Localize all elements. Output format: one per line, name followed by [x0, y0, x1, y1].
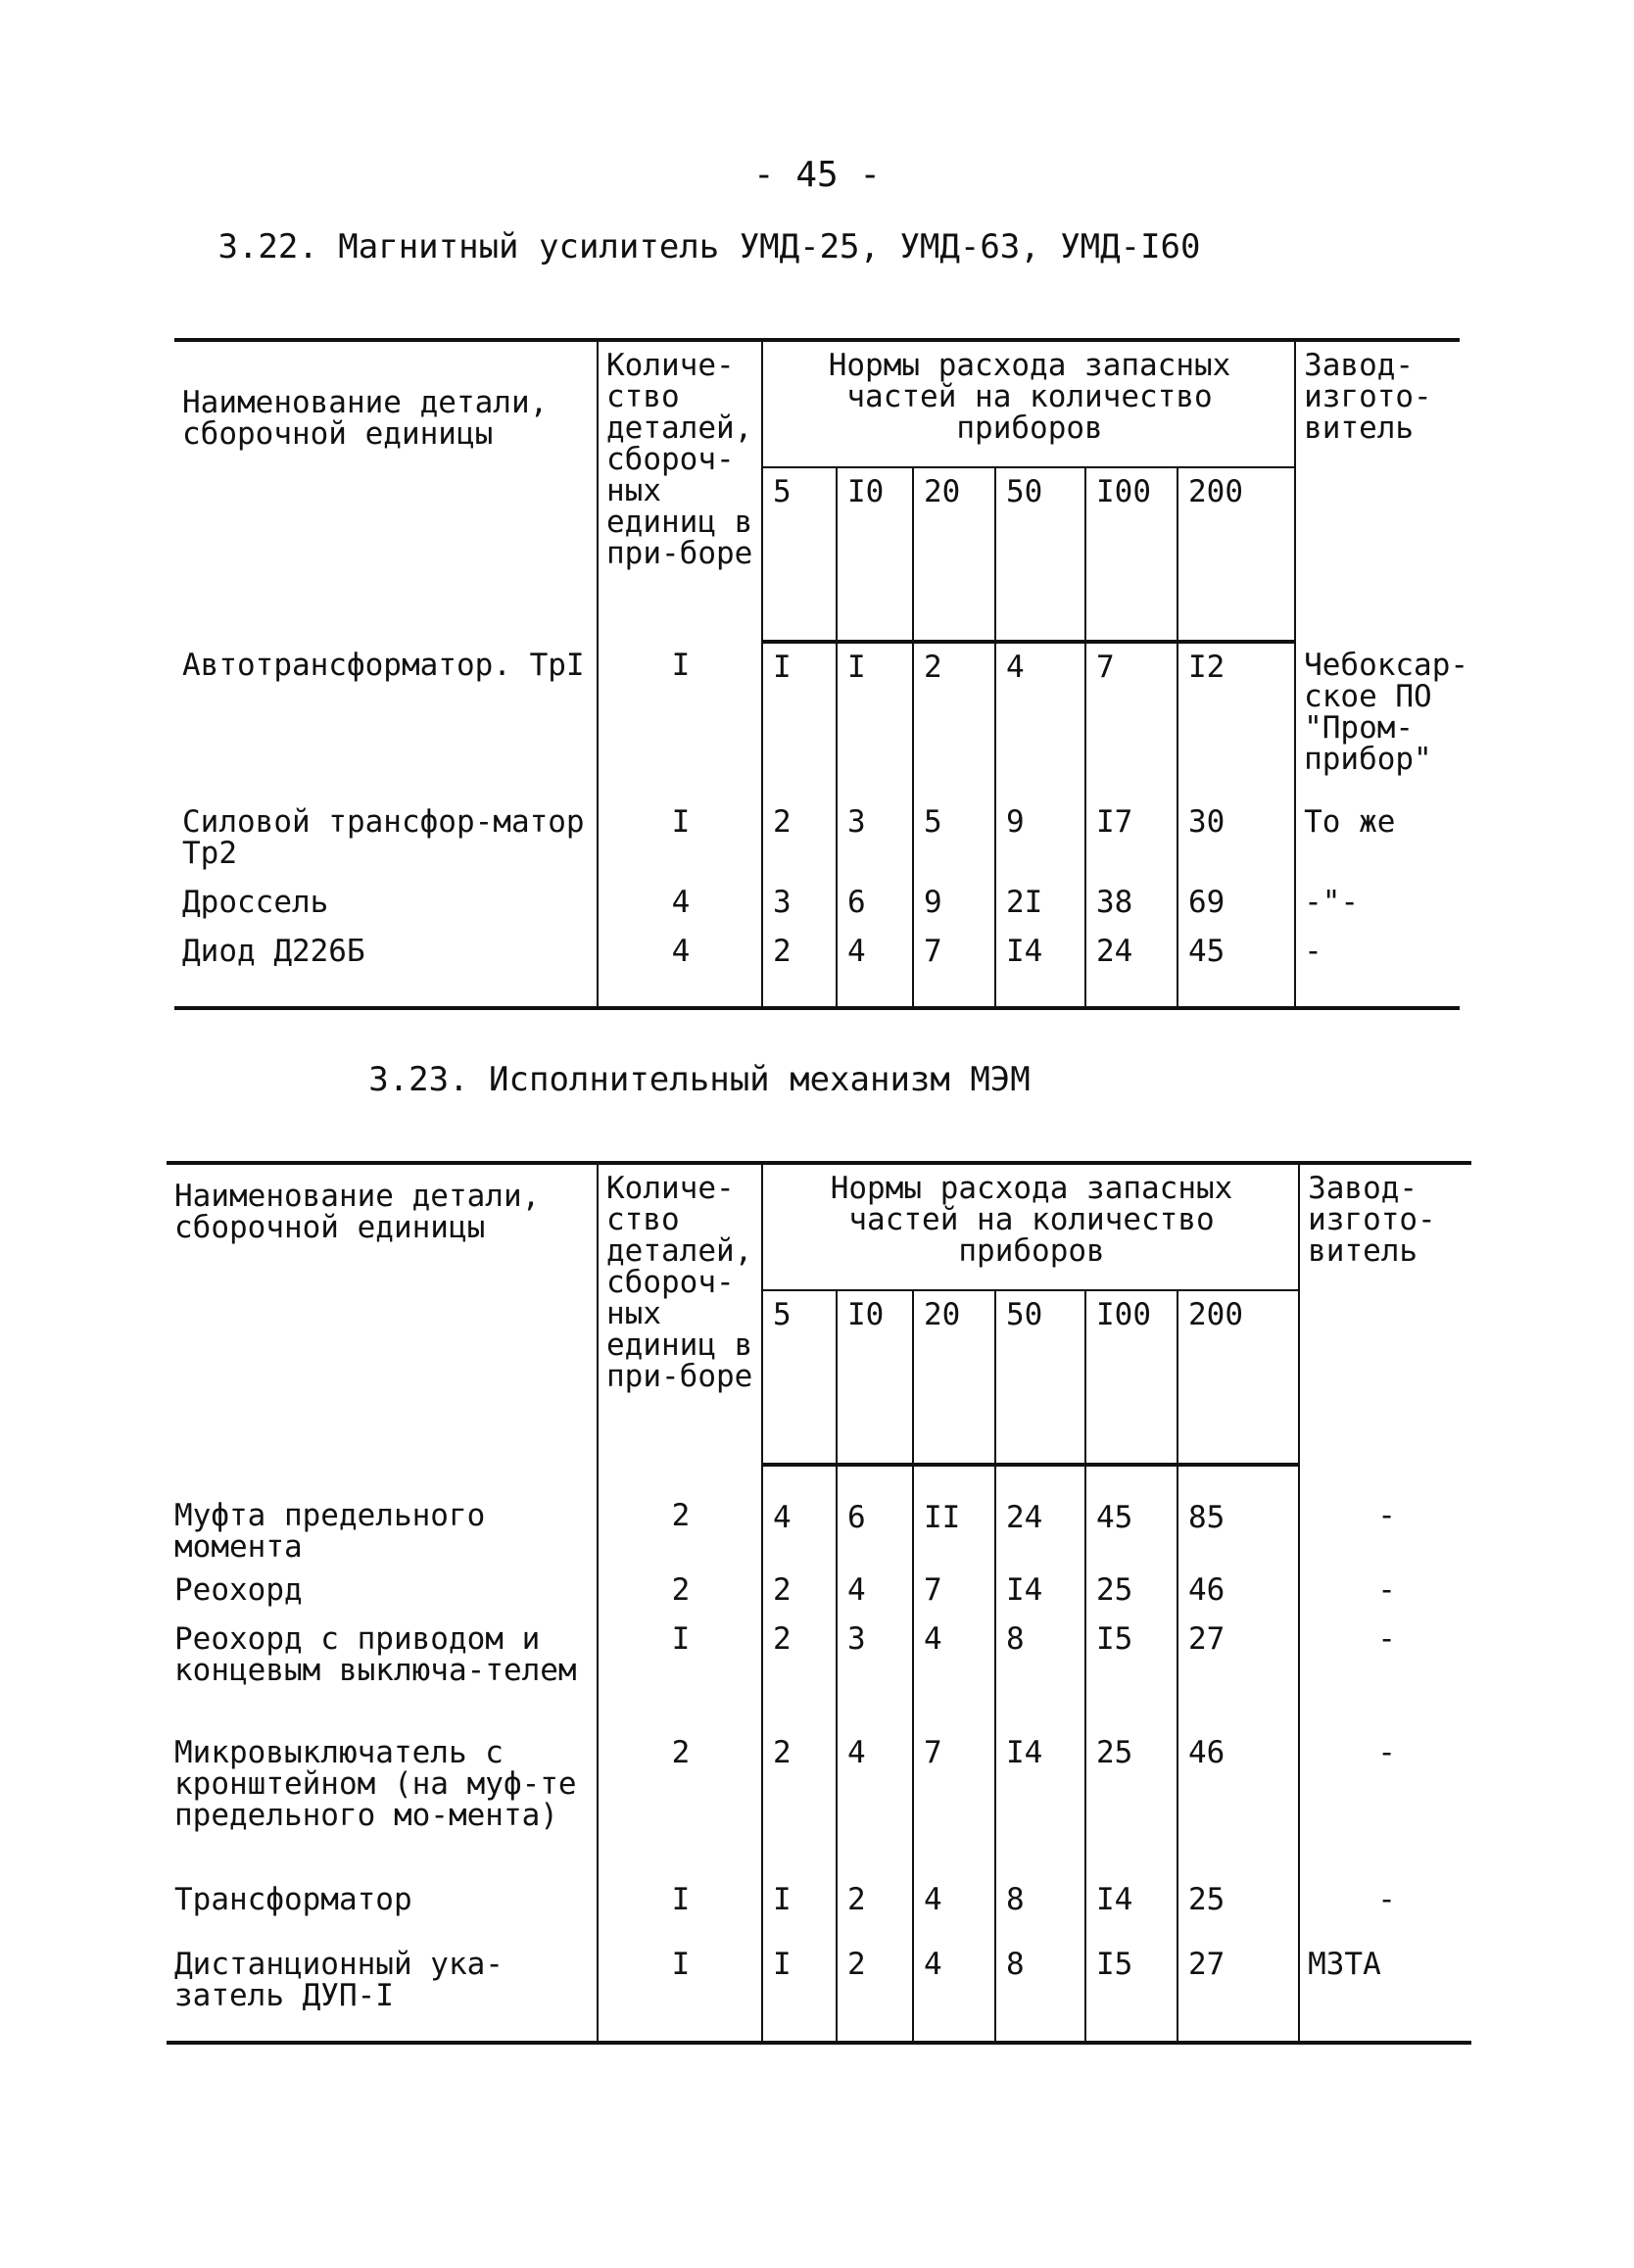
norm-value: 2: [913, 642, 995, 798]
manufacturer: -: [1299, 1876, 1471, 1941]
part-name: Микровыключатель с кронштейном (на муф-те предельного мо-мента): [174, 1735, 577, 1833]
norm-value: 3: [837, 798, 913, 879]
table-row: [167, 1941, 1471, 2043]
table-row: [167, 1876, 1471, 1941]
norm-value: 2: [837, 1876, 913, 1941]
norm-value: 2: [837, 1941, 913, 2043]
header-maker: Завод-изгото-витель: [1299, 1163, 1471, 1465]
norm-value: 2: [762, 1729, 837, 1876]
part-qty: 2: [598, 1567, 762, 1616]
norm-value: 7: [913, 1729, 995, 1876]
header-norms: Нормы расхода запасных частей на количество приборов: [762, 1163, 1299, 1290]
norm-value: 45: [1177, 928, 1295, 1008]
manufacturer: -: [1299, 1465, 1471, 1567]
norm-value: I: [762, 1876, 837, 1941]
part-name: Автотрансформатор. ТрI: [182, 648, 585, 683]
norm-value: 9: [913, 879, 995, 928]
header-col: I00: [1085, 467, 1177, 642]
norm-value: 4: [837, 1567, 913, 1616]
spare-parts-table-3-23: [167, 1161, 1471, 2045]
part-qty: I: [598, 1941, 762, 2043]
manufacturer: -: [1299, 1616, 1471, 1729]
norm-value: I2: [1177, 642, 1295, 798]
norm-value: 8: [995, 1941, 1085, 2043]
norm-value: 7: [913, 928, 995, 1008]
norm-value: 9: [995, 798, 1085, 879]
part-name: Муфта предельного момента: [174, 1498, 486, 1565]
norm-value: 25: [1177, 1876, 1299, 1941]
norm-value: I5: [1085, 1941, 1177, 2043]
header-col: 200: [1177, 467, 1295, 642]
part-qty: 4: [598, 879, 762, 928]
norm-value: I4: [995, 928, 1085, 1008]
norm-value: 38: [1085, 879, 1177, 928]
norm-value: 24: [995, 1465, 1085, 1567]
norm-value: I4: [995, 1567, 1085, 1616]
header-qty: Количе-ство деталей, сбороч-ных единиц в при-боре: [598, 1163, 762, 1465]
table-row: [174, 879, 1460, 928]
part-qty: I: [598, 642, 762, 798]
header-col: 20: [913, 467, 995, 642]
manufacturer: -: [1299, 1567, 1471, 1616]
part-qty: I: [598, 1876, 762, 1941]
norm-value: 25: [1085, 1567, 1177, 1616]
norm-value: I: [762, 642, 837, 798]
norm-value: 3: [837, 1616, 913, 1729]
norm-value: 7: [913, 1567, 995, 1616]
norm-value: 27: [1177, 1941, 1299, 2043]
header-col: 50: [995, 467, 1085, 642]
norm-value: 69: [1177, 879, 1295, 928]
norm-value: II: [913, 1465, 995, 1567]
norm-value: 25: [1085, 1729, 1177, 1876]
norm-value: 8: [995, 1876, 1085, 1941]
header-col: 50: [995, 1290, 1085, 1465]
norm-value: I4: [995, 1729, 1085, 1876]
norm-value: I5: [1085, 1616, 1177, 1729]
table-row: [167, 1567, 1471, 1616]
part-name: Реохорд: [174, 1572, 303, 1608]
table-row: [167, 1729, 1471, 1876]
norm-value: 2: [762, 928, 837, 1008]
manufacturer: МЗТА: [1299, 1941, 1471, 2043]
header-col: I0: [837, 1290, 913, 1465]
norm-value: 4: [837, 928, 913, 1008]
section-title-3-22: 3.22. Магнитный усилитель УМД-25, УМД-63, УМД-I60: [217, 227, 1201, 266]
norm-value: 3: [762, 879, 837, 928]
table-row: [174, 642, 1460, 798]
norm-value: 85: [1177, 1465, 1299, 1567]
header-col: 20: [913, 1290, 995, 1465]
norm-value: I: [837, 642, 913, 798]
norm-value: 4: [913, 1941, 995, 2043]
header-col: 200: [1177, 1290, 1299, 1465]
part-name: Трансформатор: [174, 1882, 412, 1917]
header-qty: Количе-ство деталей, сбороч-ных единиц в при-боре: [598, 340, 762, 642]
header-col: I00: [1085, 1290, 1177, 1465]
manufacturer: -"-: [1295, 879, 1460, 928]
part-name: Дроссель: [182, 885, 329, 920]
table-row: [174, 798, 1460, 879]
norm-value: 2: [762, 798, 837, 879]
header-name: Наименование детали, сборочной единицы: [174, 340, 598, 642]
norm-value: I: [762, 1941, 837, 2043]
page-number: - 45 -: [752, 155, 882, 195]
norm-value: 8: [995, 1616, 1085, 1729]
norm-value: 4: [913, 1876, 995, 1941]
manufacturer: -: [1299, 1729, 1471, 1876]
part-name: Диод Д226Б: [174, 928, 598, 1008]
header-name: Наименование детали, сборочной единицы: [167, 1163, 598, 1465]
manufacturer: То же: [1295, 798, 1460, 879]
norm-value: 2: [762, 1567, 837, 1616]
manufacturer: Чебоксар-ское ПО "Пром-прибор": [1295, 642, 1460, 798]
part-qty: 2: [598, 1465, 762, 1567]
norm-value: 24: [1085, 928, 1177, 1008]
norm-value: 5: [913, 798, 995, 879]
spare-parts-table-3-22: [174, 338, 1469, 1010]
part-qty: 2: [598, 1729, 762, 1876]
norm-value: 45: [1085, 1465, 1177, 1567]
header-col: 5: [762, 1290, 837, 1465]
norm-value: I4: [1085, 1876, 1177, 1941]
part-qty: I: [598, 798, 762, 879]
manufacturer: -: [1295, 928, 1460, 1008]
section-title-3-23: 3.23. Исполнительный механизм МЭМ: [368, 1060, 1031, 1099]
norm-value: 4: [837, 1729, 913, 1876]
norm-value: 2I: [995, 879, 1085, 928]
table-row: [167, 1465, 1471, 1567]
header-norms: Нормы расхода запасных частей на количество приборов: [762, 340, 1295, 467]
norm-value: 46: [1177, 1567, 1299, 1616]
header-col: I0: [837, 467, 913, 642]
header-maker: Завод-изгото-витель: [1295, 340, 1460, 642]
part-qty: I: [598, 1616, 762, 1729]
norm-value: 7: [1085, 642, 1177, 798]
part-name: Реохорд с приводом и концевым выключа-телем: [174, 1621, 577, 1688]
part-name: Дистанционный ука-затель ДУП-I: [167, 1941, 598, 2043]
norm-value: 4: [762, 1465, 837, 1567]
norm-value: 4: [995, 642, 1085, 798]
part-qty: 4: [598, 928, 762, 1008]
norm-value: 30: [1177, 798, 1295, 879]
norm-value: 2: [762, 1616, 837, 1729]
part-name: Силовой трансфор-матор Тр2: [182, 804, 585, 871]
norm-value: 6: [837, 1465, 913, 1567]
norm-value: 6: [837, 879, 913, 928]
table-row: [174, 928, 1460, 1008]
norm-value: I7: [1085, 798, 1177, 879]
header-col: 5: [762, 467, 837, 642]
norm-value: 4: [913, 1616, 995, 1729]
norm-value: 46: [1177, 1729, 1299, 1876]
norm-value: 27: [1177, 1616, 1299, 1729]
table-row: [167, 1616, 1471, 1729]
